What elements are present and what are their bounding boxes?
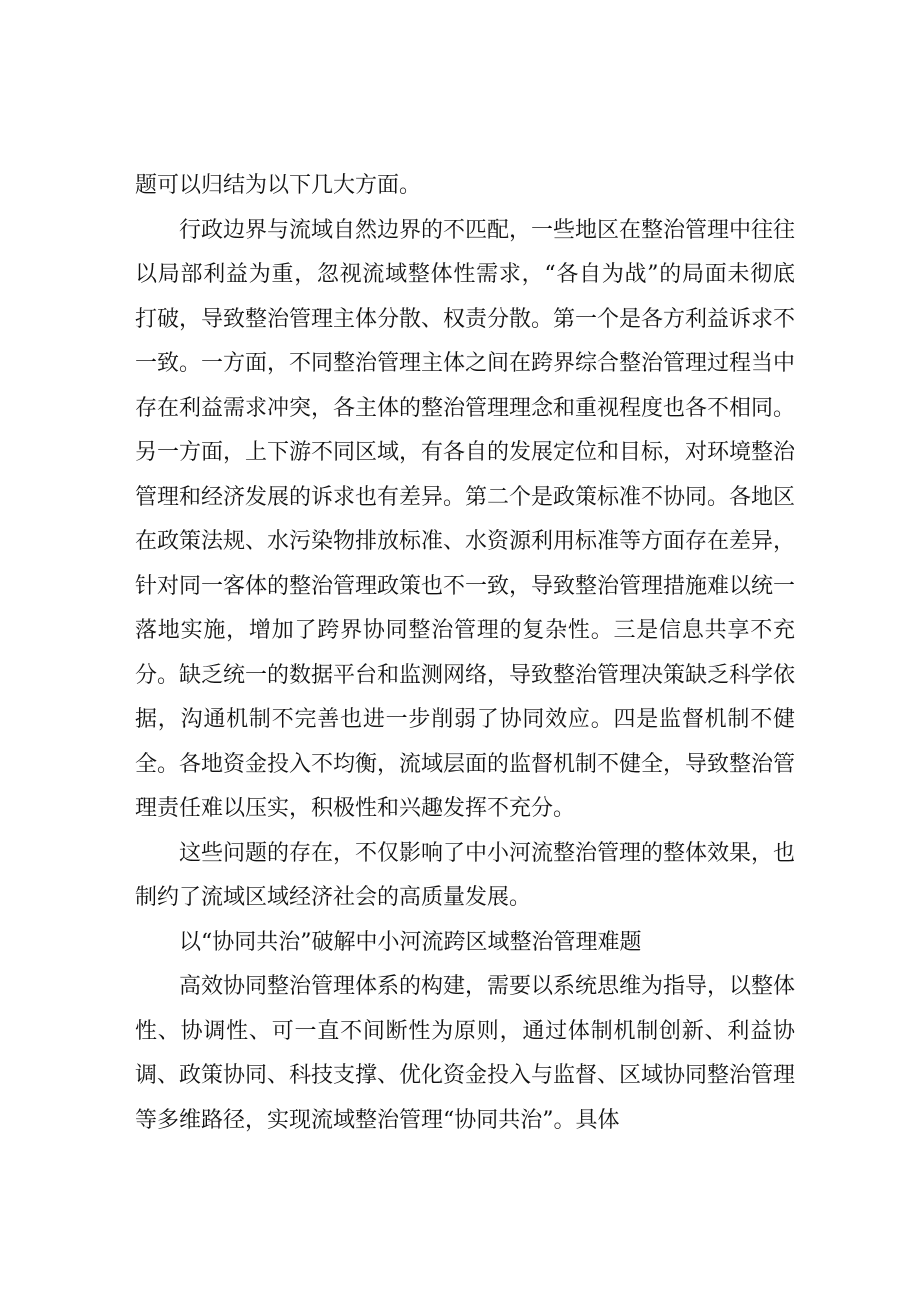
section-heading: 以“协同共治”破解中小河流跨区域整治管理难题 xyxy=(179,929,642,955)
paragraph-problem-impact: 这些问题的存在，不仅影响了中小河流整治管理的整体效果，也制约了流域区域经济社会的高质量发展。 xyxy=(135,840,796,910)
paragraph-continuation: 题可以归结为以下几大方面。 xyxy=(135,173,422,198)
paragraph-boundary-mismatch: 行政边界与流域自然边界的不匹配，一些地区在整治管理中往往以局部利益为重，忽视流域整体性需求，“各自为战”的局面未彻底打破，导致整治管理主体分散、权责分散。第一个是各方利益诉求不一致。一方面，不同整治管理主体之间在跨界综合整治管理过程当中存在利益需求冲突，各主体的整治管理理念和重视程度也各不相同。另一方面，上下游不同区域，有各自的发展定位和目标，对环境整治管理和经济发展的诉求也有差异。第二个是政策标准不协同。各地区在政策法规、水污染物排放标准、水资源利用标准等方面存在差异，针对同一客体的整治管理政策也不一致，导致整治管理措施难以统一落地实施，增加了跨界协同整治管理的复杂性。三是信息共享不充分。缺乏统一的数据平台和监测网络，导致整治管理决策缺乏科学依据，沟通机制不完善也进一步削弱了协同效应。四是监督机制不健全。各地资金投入不均衡，流域层面的监督机制不健全，导致整治管理责任难以压实，积极性和兴趣发挥不充分。 xyxy=(135,217,796,821)
document-body xyxy=(135,164,795,1143)
paragraph-collaborative-governance: 高效协同整治管理体系的构建，需要以系统思维为指导，以整体性、协调性、可一直不间断性为原则，通过体制机制创新、利益协调、政策协同、科技支撑、优化资金投入与监督、区域协同整治管理等多维路径，实现流域整治管理“协同共治”。具体 xyxy=(135,974,796,1133)
